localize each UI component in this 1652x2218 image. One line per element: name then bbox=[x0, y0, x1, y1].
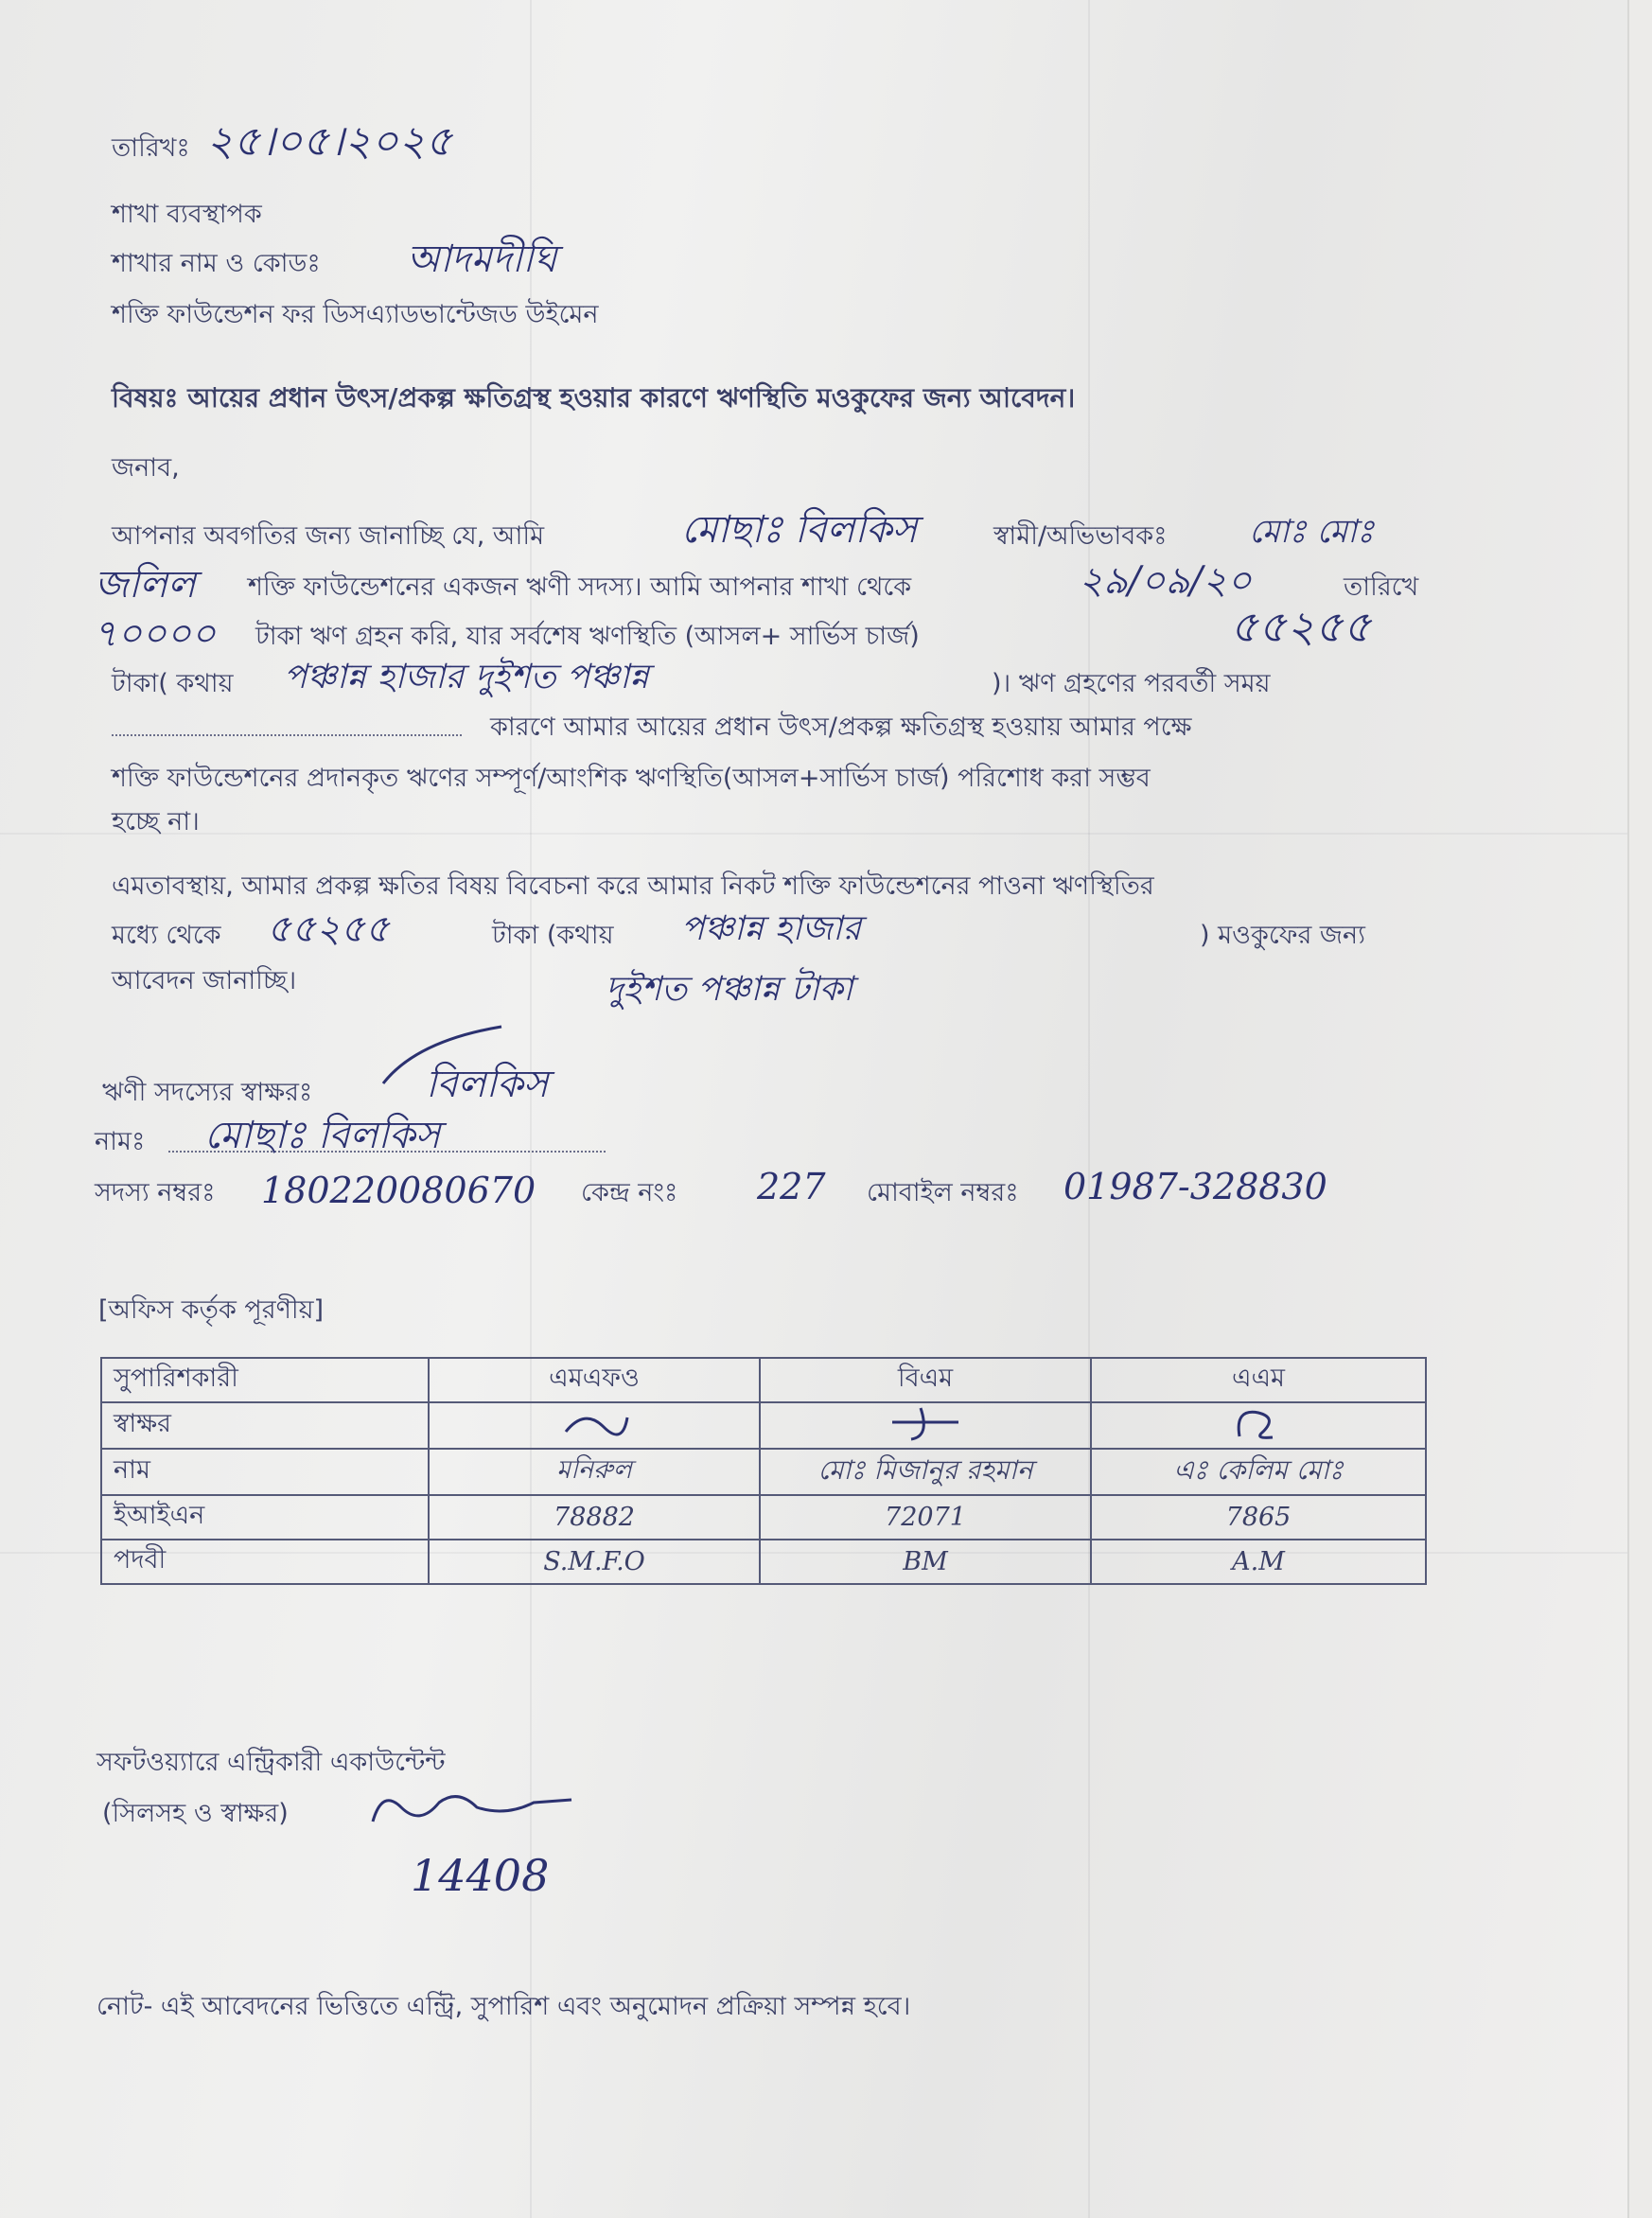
waiver-words: পঞ্চান্ন হাজার bbox=[681, 909, 862, 948]
row-label: ইআইএন bbox=[101, 1495, 429, 1540]
para2-line1: এমতাবস্থায়, আমার প্রকল্প ক্ষতির বিষয় বিবেচনা করে আমার নিকট শক্তি ফাউন্ডেশনের পাওনা ঋণস্থিতির bbox=[112, 871, 1154, 901]
body-line1-text: আপনার অবগতির জন্য জানাচ্ছি যে, আমি bbox=[112, 521, 545, 551]
branch-label: শাখার নাম ও কোডঃ bbox=[112, 249, 321, 278]
table-cell: মনিরুল bbox=[429, 1449, 760, 1495]
table-header-cell: বিএম bbox=[760, 1358, 1091, 1402]
branch-value: আদমদীঘি bbox=[407, 238, 557, 281]
row-label: স্বাক্ষর bbox=[101, 1402, 429, 1449]
signature-mark bbox=[1225, 1403, 1292, 1441]
member-signature: বিলকিস bbox=[426, 1063, 549, 1106]
table-cell: এঃ কেলিম মোঃ bbox=[1091, 1449, 1426, 1495]
guardian-name-cont: জলিল bbox=[95, 563, 196, 607]
table-row bbox=[101, 1449, 1426, 1495]
row-label: পদবী bbox=[101, 1540, 429, 1584]
table-cell: 7865 bbox=[1091, 1495, 1426, 1540]
signature-cell bbox=[1091, 1402, 1426, 1449]
accountant-ein: 14408 bbox=[411, 1850, 550, 1901]
accountant-signature bbox=[363, 1779, 581, 1836]
loan-balance: ৫৫২৫৫ bbox=[1230, 601, 1372, 652]
body-line4-text: টাকা( কথায় bbox=[112, 669, 234, 698]
loan-amount: ৭০০০০ bbox=[93, 612, 217, 656]
applicant-name: মোছাঃ বিলকিস bbox=[681, 508, 918, 552]
member-name: মোছাঃ বিলকিস bbox=[204, 1114, 441, 1157]
table-row bbox=[101, 1495, 1426, 1540]
signature-stroke bbox=[378, 1022, 511, 1088]
member-name-label: নামঃ bbox=[95, 1127, 146, 1156]
table-cell: মোঃ মিজানুর রহমান bbox=[760, 1449, 1091, 1495]
signature-mark bbox=[883, 1403, 968, 1441]
guardian-name: মোঃ মোঃ bbox=[1249, 513, 1375, 551]
body-line7-text: হচ্ছে না। bbox=[112, 807, 200, 836]
table-header-row bbox=[101, 1358, 1426, 1402]
salutation: জনাব, bbox=[112, 453, 180, 483]
body-line3-text: টাকা ঋণ গ্রহন করি, যার সর্বশেষ ঋণস্থিতি (আসল+ সার্ভিস চার্জ) bbox=[255, 622, 920, 651]
signature-cell bbox=[429, 1402, 760, 1449]
member-number: 180220080670 bbox=[261, 1170, 536, 1211]
mobile-number: 01987-328830 bbox=[1063, 1166, 1327, 1207]
note: নোট- এই আবেদনের ভিত্তিতে এন্ট্রি, সুপারিশ এবং অনুমোদন প্রক্রিয়া সম্পন্ন হবে। bbox=[97, 1992, 911, 2021]
waiver-words-cont: দুইশত পঞ্চান্ন টাকা bbox=[606, 970, 853, 1009]
table-cell: A.M bbox=[1091, 1540, 1426, 1584]
table-cell: 72071 bbox=[760, 1495, 1091, 1540]
balance-in-words: পঞ্চান্ন হাজার দুইশত পঞ্চান্ন bbox=[284, 658, 649, 696]
table-row bbox=[101, 1402, 1426, 1449]
signature-cell bbox=[760, 1402, 1091, 1449]
body-line2-date-label: তারিখে bbox=[1344, 572, 1419, 602]
para2-line2-c: ) মওকুফের জন্য bbox=[1200, 921, 1365, 950]
waiver-amount: ৫৫২৫৫ bbox=[267, 907, 390, 951]
office-section-title: [অফিস কর্তৃক পূরণীয়] bbox=[98, 1295, 325, 1325]
row-label: নাম bbox=[101, 1449, 429, 1495]
accountant-seal-label: (সিলসহ ও স্বাক্ষর) bbox=[102, 1799, 289, 1828]
table-cell: BM bbox=[760, 1540, 1091, 1584]
para2-line2-a: মধ্যে থেকে bbox=[112, 921, 221, 950]
body-line1-guardian-label: স্বামী/অভিভাবকঃ bbox=[993, 521, 1168, 551]
reason-blank bbox=[112, 712, 462, 736]
member-signature-label: ঋণী সদস্যের স্বাক্ষরঃ bbox=[102, 1078, 313, 1107]
center-no-label: কেন্দ্র নংঃ bbox=[581, 1178, 678, 1207]
date-value: ২৫।০৫।২০২৫ bbox=[206, 117, 453, 166]
table-header-cell: এএম bbox=[1091, 1358, 1426, 1402]
subject: বিষয়ঃ আয়ের প্রধান উৎস/প্রকল্প ক্ষতিগ্রস্থ হওয়ার কারণে ঋণস্থিতি মওকুফের জন্য আবেদন। bbox=[112, 382, 1076, 414]
body-line6-text: শক্তি ফাউন্ডেশনের প্রদানকৃত ঋণের সম্পূর্ণ/আংশিক ঋণস্থিতি(আসল+সার্ভিস চার্জ) পরিশোধ করা সম্ভব bbox=[112, 764, 1151, 793]
member-no-label: সদস্য নম্বরঃ bbox=[95, 1178, 216, 1207]
body-line4-text-b: )। ঋণ গ্রহণের পরবর্তী সময় bbox=[992, 669, 1271, 698]
para2-line3: আবেদন জানাচ্ছি। bbox=[112, 966, 297, 995]
table-cell: 78882 bbox=[429, 1495, 760, 1540]
body-line2-text: শক্তি ফাউন্ডেশনের একজন ঋণী সদস্য। আমি আপনার শাখা থেকে bbox=[248, 572, 912, 602]
mobile-label: মোবাইল নম্বরঃ bbox=[867, 1178, 1019, 1207]
body-line5-text: কারণে আমার আয়ের প্রধান উৎস/প্রকল্প ক্ষতিগ্রস্থ হওয়ায় আমার পক্ষে bbox=[490, 713, 1192, 742]
center-number: 227 bbox=[757, 1166, 826, 1207]
accountant-title: সফটওয়্যারে এন্ট্রিকারী একাউন্টেন্ট bbox=[97, 1748, 446, 1777]
para2-line2-b: টাকা (কথায় bbox=[492, 921, 614, 950]
table-row bbox=[101, 1540, 1426, 1584]
organization-name: শক্তি ফাউন্ডেশন ফর ডিসএ্যাডভান্টেজড উইমেন bbox=[112, 300, 599, 329]
loan-date: ২৯/০৯/২০ bbox=[1079, 559, 1252, 603]
addressee-line1: শাখা ব্যবস্থাপক bbox=[112, 200, 262, 229]
date-label: তারিখঃ bbox=[112, 133, 190, 163]
table-header-cell: এমএফও bbox=[429, 1358, 760, 1402]
table-cell: S.M.F.O bbox=[429, 1540, 760, 1584]
table-header-cell: সুপারিশকারী bbox=[101, 1358, 429, 1402]
office-recommendation-table bbox=[100, 1357, 1427, 1585]
signature-mark bbox=[556, 1403, 632, 1441]
